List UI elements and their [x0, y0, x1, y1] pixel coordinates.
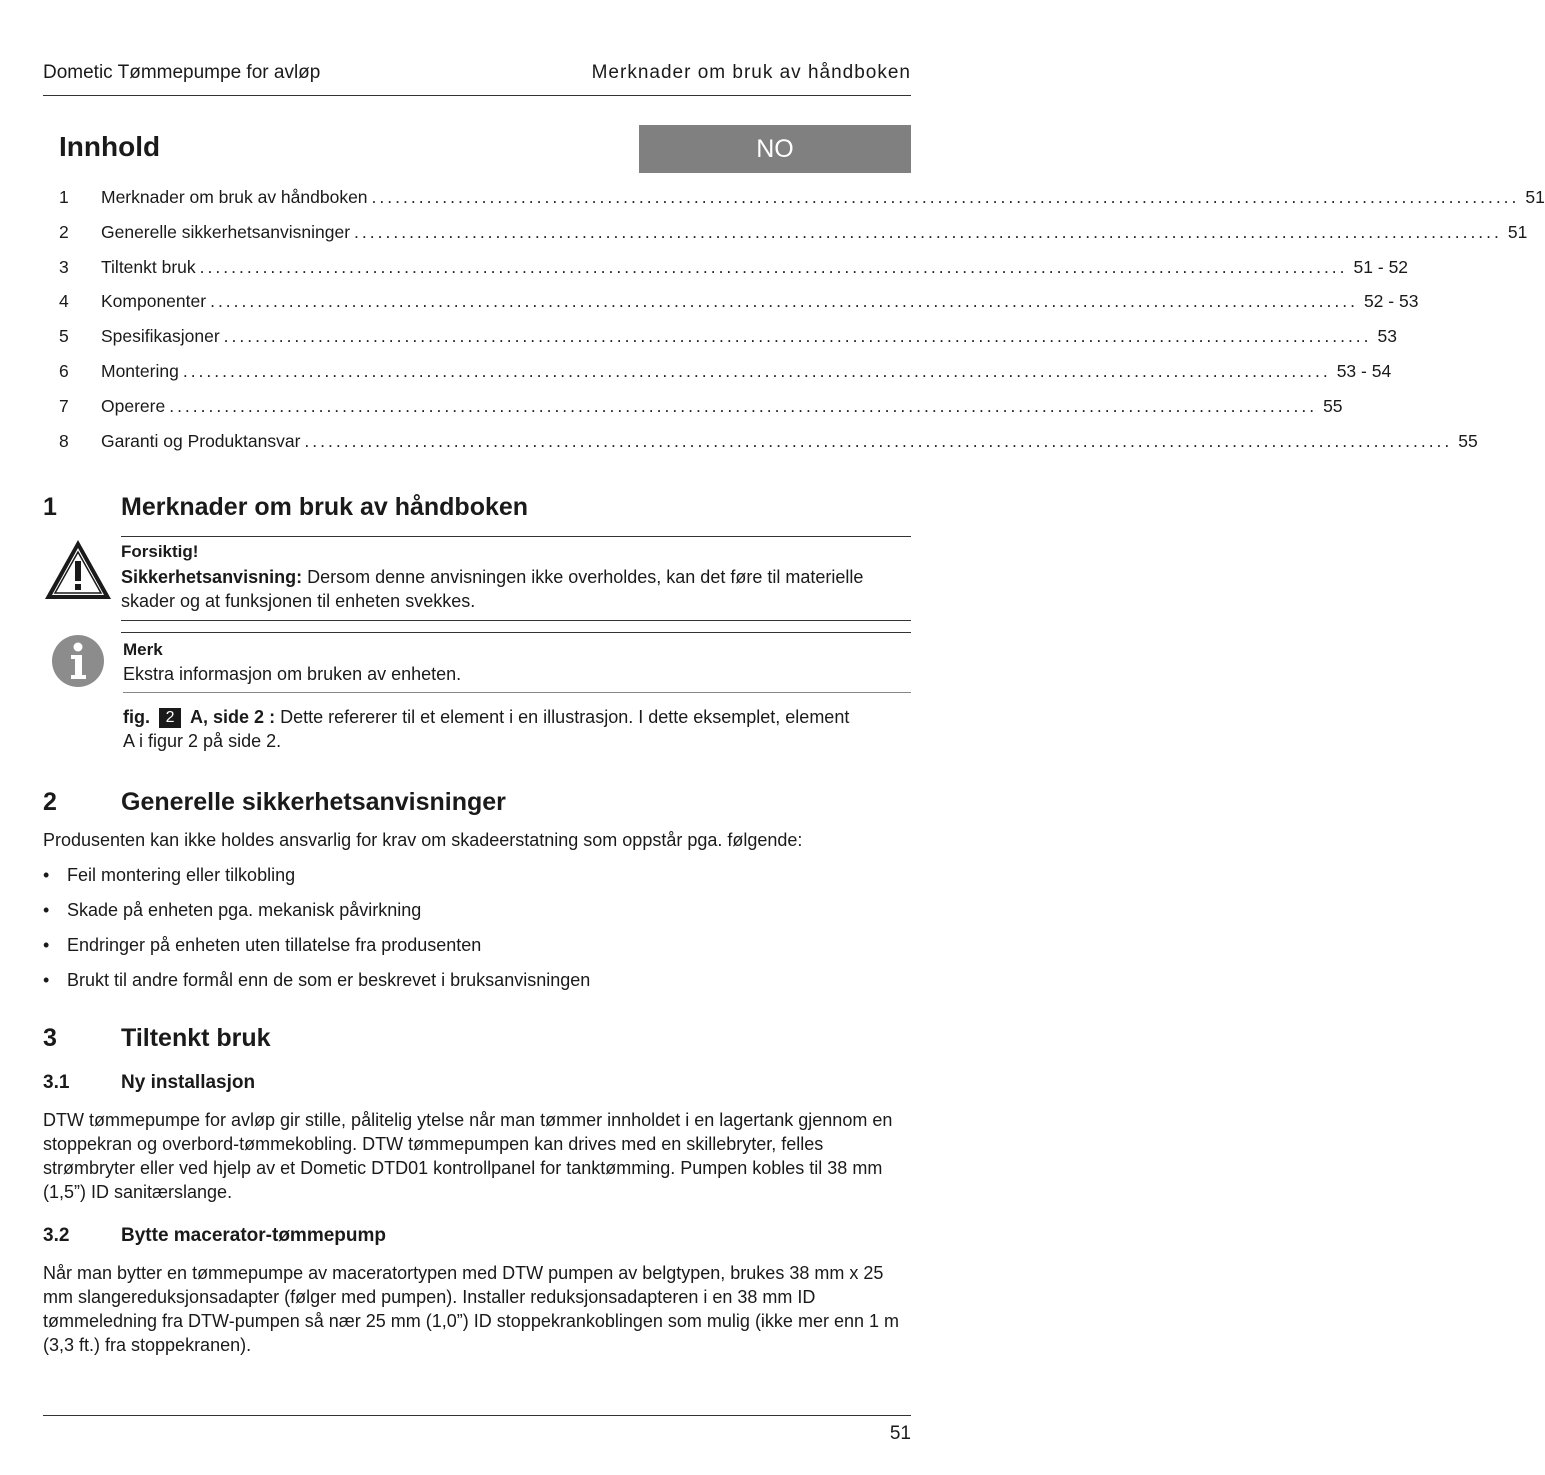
list-item — [43, 863, 911, 898]
running-header-title: Dometic Tømmepumpe for avløp — [43, 62, 321, 83]
toc-entry-page: 51 - 52 — [1353, 256, 1409, 277]
section-number: 3 — [43, 1024, 57, 1052]
toc-entry-number: 4 — [59, 291, 69, 312]
toc-entry[interactable] — [59, 221, 1528, 257]
toc-leader-dots: .................................................................................................................................................. — [354, 221, 1502, 242]
toc-entry-page: 53 - 54 — [1336, 360, 1392, 381]
toc-entry-number: 5 — [59, 326, 69, 347]
list-item-text: Skade på enheten pga. mekanisk påvirkning — [67, 900, 422, 920]
info-circle-icon — [51, 634, 105, 688]
caution-body: Dersom denne anvisningen ikke overholdes, kan det føre til materielle skader og at funksjonen til enheten svekkes. — [121, 567, 864, 611]
list-item — [43, 933, 911, 968]
toc-entry[interactable] — [59, 187, 1545, 222]
toc-entry-label: Operere — [101, 395, 166, 416]
running-header-section: Merknader om bruk av håndboken — [591, 62, 911, 83]
section-1-heading — [43, 493, 528, 522]
list-item — [43, 898, 911, 933]
section-2-intro: Produsenten kan ikke holdes ansvarlig for krav om skadeerstatning som oppstår pga. følgende: — [43, 830, 803, 850]
language-badge: NO — [639, 125, 911, 173]
figure-number-badge: 2 — [159, 708, 181, 728]
subsection-3-1-text: DTW tømmepumpe for avløp gir stille, pålitelig ytelse når man tømmer innholdet i en lagertank gjennom en stoppekran og overbord-tømmekobling. DTW tømmepumpen kan drives med en skillebryter, felles strømbryter eller ved hjelp av et Dometic DTD01 kontrollpanel for tanktømming. Pumpen kobles til 38 mm (1,5”) ID sanitærslange. — [43, 1110, 893, 1202]
toc-entry[interactable] — [59, 326, 1398, 361]
toc-entry-label: Generelle sikkerhetsanvisninger — [101, 221, 351, 242]
toc-entry-page: 55 — [1323, 395, 1343, 416]
subsection-title: Bytte macerator-tømmepump — [121, 1225, 386, 1246]
toc-leader-dots: .................................................................................................................................................. — [304, 430, 1453, 451]
caution-top-rule — [121, 536, 911, 537]
note-heading: Merk — [123, 640, 163, 659]
toc-leader-dots: .................................................................................................................................................. — [210, 291, 1358, 312]
subsection-3-2-heading — [43, 1225, 386, 1247]
toc-entry-number: 8 — [59, 430, 69, 451]
subsection-number: 3.1 — [43, 1072, 70, 1093]
fig-prefix: fig. — [123, 707, 150, 727]
subsection-3-1-heading — [43, 1072, 255, 1094]
note-bottom-rule — [123, 692, 911, 693]
bullet-dot: • — [43, 935, 50, 955]
fig-text: Dette refererer til et element i en illustrasjon. I dette eksemplet, element A i figur 2 på side 2. — [123, 707, 850, 751]
list-item — [43, 968, 911, 1003]
fig-ref: A, side 2 : — [190, 707, 276, 727]
toc-entry-label: Spesifikasjoner — [101, 326, 220, 347]
toc-entry-number: 6 — [59, 360, 69, 381]
caution-heading: Forsiktig! — [121, 542, 199, 561]
toc-title: Innhold — [59, 131, 161, 162]
toc-leader-dots: .................................................................................................................................................. — [169, 395, 1318, 416]
footer-rule — [43, 1415, 911, 1416]
section-3-heading — [43, 1024, 271, 1053]
toc-entry-number: 7 — [59, 395, 69, 416]
toc-leader-dots: .................................................................................................................................................. — [182, 360, 1331, 381]
section-number: 2 — [43, 788, 57, 816]
figure-reference-explanation — [123, 705, 863, 753]
subsection-title: Ny installasjon — [121, 1072, 256, 1093]
warning-triangle-icon — [43, 537, 113, 603]
toc-entry[interactable] — [59, 395, 1343, 431]
subsection-number: 3.2 — [43, 1225, 70, 1246]
toc-entry-label: Montering — [101, 360, 179, 381]
list-item-text: Endringer på enheten uten tillatelse fra produsenten — [67, 935, 482, 955]
subsection-3-2-text: Når man bytter en tømmepumpe av maceratortypen med DTW pumpen av belgtypen, brukes 38 mm x 25 mm slangereduksjonsadapter (følger med pumpen). Installer reduksjonsadapteren i en 38 mm ID tømmeledning fra DTW-pumpen så nær 25 mm (1,0”) ID stoppekrankoblingen som mulig (ikke mer enn 1 m (3,3 ft.) fra stoppekranen). — [43, 1263, 899, 1355]
caution-bold-lead: Sikkerhetsanvisning: — [121, 567, 303, 587]
note-text: Ekstra informasjon om bruken av enheten. — [123, 664, 462, 684]
caution-bottom-rule — [121, 620, 911, 621]
toc-entry-label: Tiltenkt bruk — [101, 256, 196, 277]
section-2-heading — [43, 788, 506, 817]
caution-text — [121, 565, 881, 613]
toc-entry[interactable] — [59, 256, 1409, 292]
list-item-text: Brukt til andre formål enn de som er beskrevet i bruksanvisningen — [67, 970, 591, 990]
section-title: Merknader om bruk av håndboken — [121, 493, 529, 521]
toc-entry-number: 1 — [59, 187, 69, 207]
section-number: 1 — [43, 493, 57, 521]
liability-list — [43, 863, 911, 1003]
toc-entry[interactable] — [59, 430, 1478, 466]
note-top-rule — [121, 632, 911, 633]
toc-entry-page: 52 - 53 — [1363, 291, 1419, 312]
bullet-dot: • — [43, 900, 50, 920]
toc-entry-page: 51 — [1525, 187, 1545, 207]
toc-entry[interactable] — [59, 291, 1419, 326]
section-title: Generelle sikkerhetsanvisninger — [121, 788, 506, 816]
toc-entry[interactable] — [59, 360, 1392, 396]
bullet-dot: • — [43, 865, 50, 885]
table-of-contents — [59, 187, 1545, 465]
toc-leader-dots: .................................................................................................................................................. — [371, 187, 1520, 207]
toc-entry-number: 2 — [59, 221, 69, 242]
toc-entry-page: 53 — [1377, 326, 1398, 347]
section-title: Tiltenkt bruk — [121, 1024, 271, 1052]
toc-leader-dots: .................................................................................................................................................. — [199, 256, 1348, 277]
toc-entry-page: 51 — [1507, 221, 1528, 242]
toc-leader-dots: .................................................................................................................................................. — [223, 326, 1372, 347]
header-rule — [43, 95, 911, 96]
toc-entry-label: Garanti og Produktansvar — [101, 430, 301, 451]
bullet-dot: • — [43, 970, 50, 990]
list-item-text: Feil montering eller tilkobling — [67, 865, 296, 885]
page-number: 51 — [889, 1423, 911, 1444]
toc-entry-label: Merknader om bruk av håndboken — [101, 187, 368, 207]
toc-entry-page: 55 — [1458, 430, 1478, 451]
toc-entry-label: Komponenter — [101, 291, 207, 312]
toc-entry-number: 3 — [59, 256, 69, 277]
